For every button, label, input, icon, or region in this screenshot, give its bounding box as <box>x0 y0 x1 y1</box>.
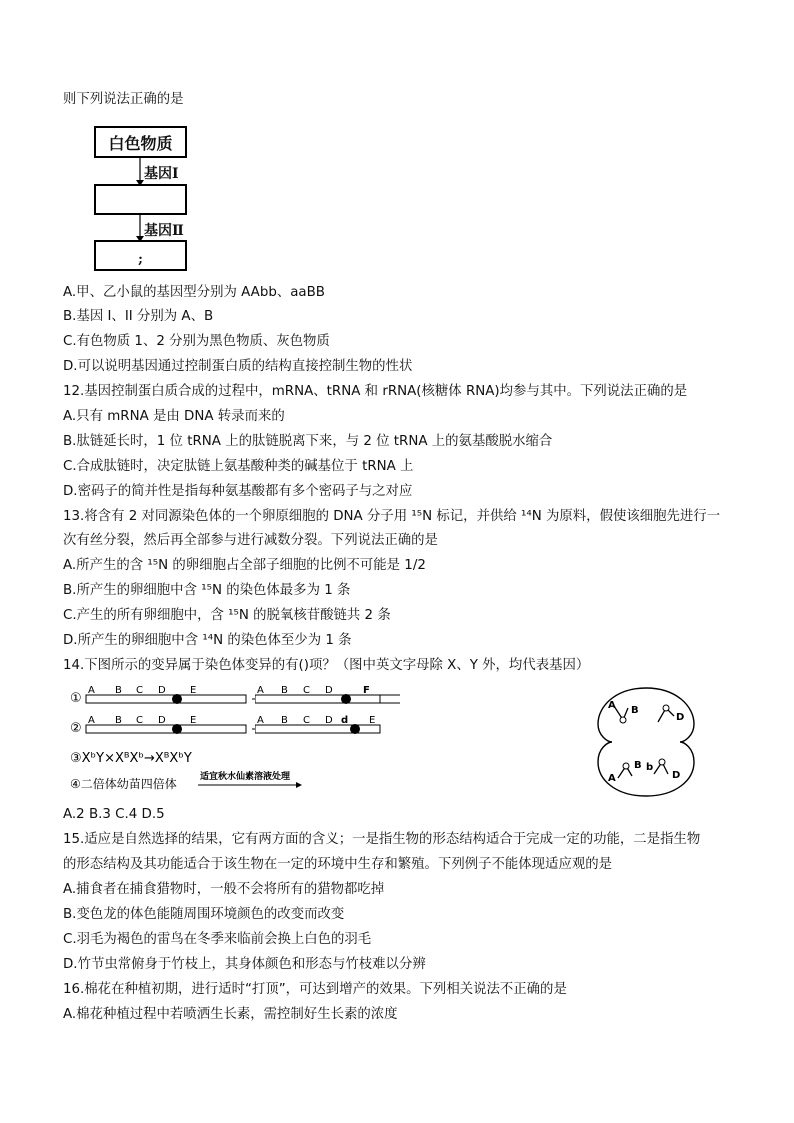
q12-option-a: A.只有 mRNA 是由 DNA 转录而来的 <box>63 409 285 424</box>
row2-right-gene-1: B <box>281 715 288 726</box>
q14-options: A.2 B.3 C.4 D.5 <box>63 807 165 822</box>
q13-option-a: A.所产生的含 ¹⁵N 的卵细胞占全部子细胞的比例不可能是 1/2 <box>63 558 426 573</box>
row2-number: ② <box>70 721 82 736</box>
q13-stem-line2: 次有丝分裂，然后再全部参与进行减数分裂。下列说法正确的是 <box>63 533 438 548</box>
q13-option-b: B.所产生的卵细胞中含 ¹⁵N 的染色体最多为 1 条 <box>63 583 351 598</box>
cell-bottom-gene-0: A <box>608 773 616 784</box>
row1-right-gene-1: B <box>281 685 288 696</box>
q15-option-d: D.竹节虫常俯身于竹枝上，其身体颜色和形态与竹枝难以分辨 <box>63 957 426 972</box>
gene-1-label: 基因Ⅰ <box>144 166 179 182</box>
row2-right-gene-4: d <box>341 715 349 726</box>
colored-substance-1-box <box>94 184 187 215</box>
row4-arrow-label: 适宜秋水仙素溶液处理 <box>200 772 291 782</box>
row1-number: ① <box>70 691 82 706</box>
row2-left-gene-4: E <box>190 715 197 726</box>
row4-text: ④二倍体幼苗四倍体 <box>70 777 177 791</box>
row2-right-gene-2: C <box>303 715 310 726</box>
row1-right-gene-4: F <box>363 685 370 696</box>
row1-left-gene-2: C <box>136 685 143 696</box>
row1-left-gene-4: E <box>190 685 197 696</box>
q11-option-d: D.可以说明基因通过控制蛋白质的结构直接控制生物的性状 <box>63 359 413 374</box>
q15-stem-line1: 15.适应是自然选择的结果，它有两方面的含义；一是指生物的形态结构适合于完成一定的功能，二是指生物 <box>63 832 701 847</box>
cell-bottom-gene-2: b <box>646 762 654 773</box>
row2-right-gene-3: D <box>325 715 333 726</box>
row1-left-gene-3: D <box>158 685 166 696</box>
q16-option-a: A.棉花种植过程中若喷洒生长素，需控制好生长素的浓度 <box>63 1007 398 1022</box>
row2-right-gene-5: E <box>369 715 376 726</box>
row2-left-gene-1: B <box>115 715 122 726</box>
row1-right-gene-0: A <box>257 685 264 696</box>
cell-bottom-gene-1: B <box>634 760 642 771</box>
q12-option-d: D.密码子的简并性是指每种氨基酸都有多个密码子与之对应 <box>63 484 413 499</box>
row3-cross: ③XᵇY×XᴮXᵇ→XᴮXᵇY <box>70 751 192 766</box>
row2-right-gene-0: A <box>257 715 264 726</box>
cell-bottom-gene-3: D <box>672 770 681 781</box>
intro-text: 则下列说法正确的是 <box>63 92 184 107</box>
q15-stem-line2: 的形态结构及其功能适合于该生物在一定的环境中生存和繁殖。下列例子不能体现适应观的是 <box>63 857 613 872</box>
q13-option-d: D.所产生的卵细胞中含 ¹⁴N 的染色体至少为 1 条 <box>63 633 352 648</box>
dividing-cell-figure <box>596 686 698 798</box>
q12-option-c: C.合成肽链时，决定肽链上氨基酸种类的碱基位于 tRNA 上 <box>63 459 414 474</box>
row2-left-gene-2: C <box>136 715 143 726</box>
box3-mark: ; <box>138 252 143 267</box>
q15-option-b: B.变色龙的体色能随周围环境颜色的改变而改变 <box>63 907 345 922</box>
gene-2-label: 基因Ⅱ <box>144 223 184 239</box>
q13-option-c: C.产生的所有卵细胞中，含 ¹⁵N 的脱氧核苷酸链共 2 条 <box>63 608 391 623</box>
q11-option-a: A.甲、乙小鼠的基因型分别为 AAbb、aaBB <box>63 285 325 300</box>
row2-left-gene-0: A <box>88 715 95 726</box>
q15-option-c: C.羽毛为褐色的雷鸟在冬季来临前会换上白色的羽毛 <box>63 932 372 947</box>
q13-stem-line1: 13.将含有 2 对同源染色体的一个卵原细胞的 DNA 分子用 ¹⁵N 标记，并供给 ¹⁴N 为原料，假使该细胞先进行一 <box>63 509 721 524</box>
q11-option-b: B.基因 I、II 分别为 A、B <box>63 309 214 324</box>
q16-stem: 16.棉花在种植初期，进行适时“打顶”，可达到增产的效果。下列相关说法不正确的是 <box>63 982 567 997</box>
row2-left-gene-3: D <box>158 715 166 726</box>
result-chromosomes <box>255 684 395 744</box>
cell-top-gene-1: B <box>631 705 639 716</box>
q15-option-a: A.捕食者在捕食猎物时，一般不会将所有的猎物都吃掉 <box>63 882 385 897</box>
colored-substance-2-box <box>94 240 187 271</box>
white-substance-box <box>94 126 187 158</box>
q12-stem: 12.基因控制蛋白质合成的过程中，mRNA、tRNA 和 rRNA(核糖体 RNA)均参与其中。下列说法正确的是 <box>63 384 688 399</box>
q11-option-c: C.有色物质 1、2 分别为黑色物质、灰色物质 <box>63 334 330 349</box>
row1-right-gene-3: D <box>325 685 333 696</box>
cell-top-gene-2: D <box>676 712 685 723</box>
row1-right-gene-2: C <box>303 685 310 696</box>
q12-option-b: B.肽链延长时，1 位 tRNA 上的肽链脱离下来，与 2 位 tRNA 上的氨基酸脱水缩合 <box>63 434 553 449</box>
cell-top-gene-0: A <box>608 700 616 711</box>
white-substance-label: 白色物质 <box>108 133 173 153</box>
q14-stem: 14.下图所示的变异属于染色体变异的有()项？（图中英文字母除 X、Y 外，均代表基因） <box>63 658 590 673</box>
row1-left-gene-0: A <box>88 685 95 696</box>
row1-left-gene-1: B <box>115 685 122 696</box>
